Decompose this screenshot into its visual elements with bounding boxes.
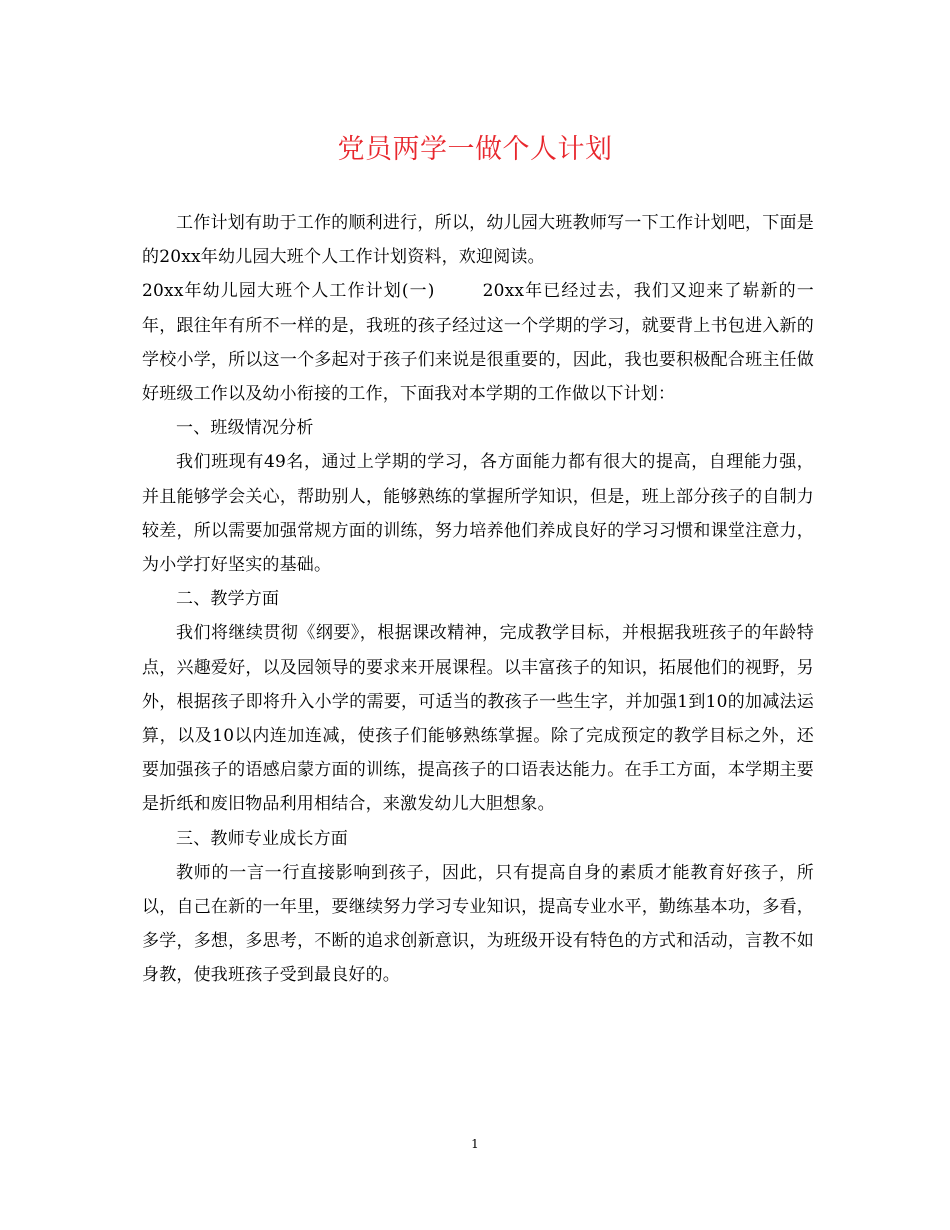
- plan-opening: 20xx年已经过去，我们又迎来了崭新的一年，跟往年有所不一样的是，我班的孩子经过这一个学期的学习，就要背上书包进入新的学校小学，所以这一个多起对于孩子们来说是很重要的，因此，我也要积极配合班主任做好班级工作以及幼小衔接的工作，下面我对本学期的工作做以下计划：: [142, 281, 814, 405]
- document-title: 党员两学一做个人计划: [337, 134, 613, 165]
- section-body-3: 教师的一言一行直接影响到孩子，因此，只有提高自身的素质才能教育好孩子，所以，自己在新的一年里，要继续努力学习专业知识，提高专业水平，勤练基本功，多看，多学，多想，多思考，不断的追求创新意识，为班级开设有特色的方式和活动，言教不如身教，使我班孩子受到最良好的。: [142, 862, 814, 986]
- section-heading-3: 三、教师专业成长方面: [176, 828, 348, 849]
- section-heading-2: 二、教学方面: [176, 589, 280, 610]
- page-number: 1: [471, 1137, 479, 1151]
- section-body-1: 我们班现有49名，通过上学期的学习，各方面能力都有很大的提高，自理能力强，并且能够学会关心，帮助别人，能够熟练的掌握所学知识，但是，班上部分孩子的自制力较差，所以需要加强常规方面的训练，努力培养他们养成良好的学习习惯和课堂注意力，为小学打好坚实的基础。: [142, 452, 814, 576]
- section-body-2: 我们将继续贯彻《纲要》，根据课改精神，完成教学目标，并根据我班孩子的年龄特点，兴趣爱好，以及园领导的要求来开展课程。以丰富孩子的知识，拓展他们的视野，另外，根据孩子即将升入小学的需要，可适当的教孩子一些生字，并加强1到10的加减法运算，以及10以内连加连减，使孩子们能够熟练掌握。除了完成预定的教学目标之外，还要加强孩子的语感启蒙方面的训练，提高孩子的口语表达能力。在手工方面，本学期主要是折纸和废旧物品利用相结合，来激发幼儿大胆想象。: [142, 623, 814, 815]
- document-body: [142, 206, 814, 993]
- section-heading-1: 一、班级情况分析: [176, 418, 314, 439]
- plan-heading: 20xx年幼儿园大班个人工作计划(一): [142, 281, 435, 302]
- plan-paragraph: [142, 274, 814, 411]
- intro-paragraph: 工作计划有助于工作的顺利进行，所以，幼儿园大班教师写一下工作计划吧，下面是的20xx年幼儿园大班个人工作计划资料，欢迎阅读。: [142, 213, 814, 268]
